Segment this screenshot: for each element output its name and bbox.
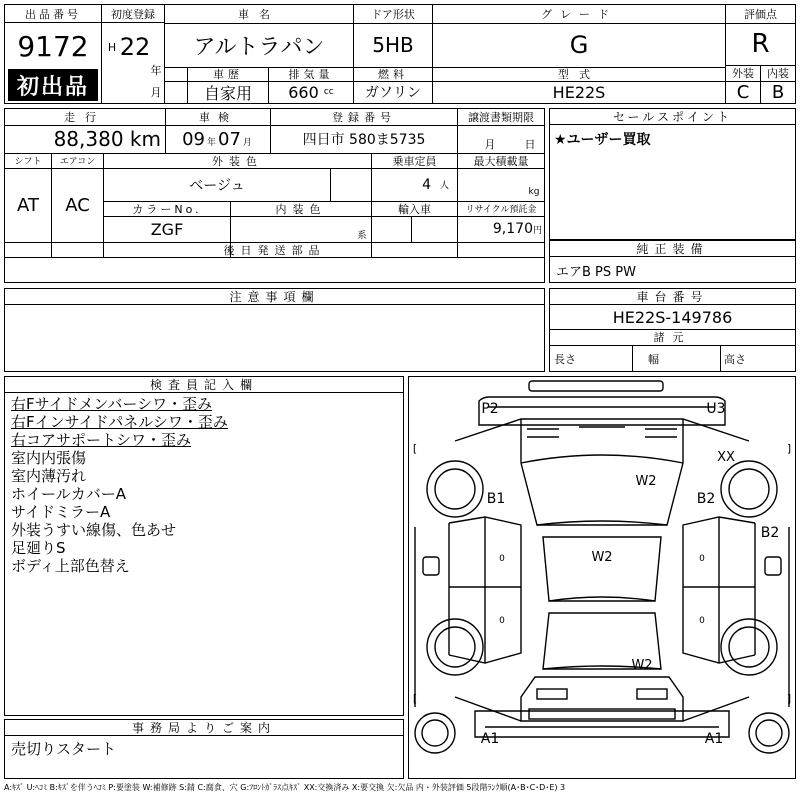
mileage-number: 88,380 [53,127,124,151]
intcolor-label: 内装色 [275,202,327,216]
mark-u3: U3 [706,401,726,417]
reg-era: H [107,40,117,54]
car-name-label: 車名 [238,8,280,21]
zero-left-rear: 0 [499,616,505,626]
score-label: 評価点 [744,8,777,21]
recycle-value [458,216,544,242]
bracket-right-top: ] [786,441,792,455]
reg-year: 22 [119,33,151,61]
history-value: 自家用 [203,83,252,103]
inspector-item: 右Fサイドメンバーシワ・歪み [11,395,213,413]
disp-unit: cc [323,87,334,97]
lot-number: 9172 [17,29,89,63]
load-unit: kg [528,187,540,197]
reg-label: 初度登録 [102,5,164,23]
transfer-month: 月 [484,138,496,151]
sales-point-label: セールスポイント [550,109,795,125]
inspector-box [4,376,404,716]
zero-left-front: 0 [499,554,505,564]
plate-value: 四日市 580ま5735 [302,132,426,148]
fuel-value: ガソリン [365,85,421,101]
transfer-day: 日 [524,138,536,151]
ext-label: 外装 [732,67,754,80]
inspector-item: 右Fインサイドパネルシワ・歪み [11,413,228,431]
mark-b2-fender: B2 [696,491,716,507]
mileage-value [5,125,165,153]
recycle-number: 9,170 [492,221,533,237]
inspector-list [5,393,403,577]
mark-w2-trunk: W2 [631,657,653,673]
inspect-year: 09 [182,128,205,150]
inspect-month-unit: 月 [242,138,252,148]
zero-right-rear: 0 [699,616,705,626]
equipment-label: 純正装備 [550,241,795,257]
recycle-unit: 円 [532,225,542,236]
notes-label: 注意事項欄 [5,289,544,305]
shift-label: シフト [14,157,42,167]
shift-value: AT [17,194,39,216]
load-label: 最大積載量 [473,154,529,168]
grade-label: グレード [541,8,617,21]
score-value: R [751,29,770,59]
inspector-item: サイドミラーA [11,503,111,521]
dims-label: 諸元 [653,331,692,344]
inspector-item: ホイールカバーA [11,485,126,503]
mark-p2: P2 [481,401,499,417]
mark-a1-right: A1 [704,731,724,747]
equipment-box [549,240,796,283]
door-value: 5HB [372,33,414,57]
zero-right-front: 0 [699,554,705,564]
transfer-label: 譲渡書類期限 [468,111,534,124]
grade-value: G [569,31,589,59]
intcolor-unit: 系 [357,230,367,241]
mark-a1-left: A1 [480,731,500,747]
colorno-label: カラーNo. [132,202,202,216]
mark-xx: XX [717,449,735,465]
ac-label: エアコン [59,157,96,167]
colorno-value: ZGF [150,219,184,239]
lot-label: 出品番号 [5,5,101,23]
mileage-unit: km [129,127,161,151]
height-label: 高さ [724,353,746,366]
car-diagram [408,376,796,779]
inspector-item: 足廻りS [11,539,66,557]
recycle-label: リサイクル預託金 [465,205,537,215]
inspect-year-unit: 年 [206,138,216,148]
inspector-item: 室内薄汚れ [11,467,87,485]
inspector-item: ボディ上部色替え [11,557,130,575]
car-name: アルトラパン [193,34,325,60]
mark-b2-door: B2 [760,525,780,541]
later-parts-label: 後日発送部品 [223,243,326,257]
later-parts-box [4,257,545,283]
bracket-left-bottom: [ [412,691,418,705]
import-label: 輸入車 [398,202,431,216]
inspect-value [166,125,270,153]
capacity-value [372,168,457,201]
sales-point-box [549,108,796,240]
disp-number: 660 [288,82,319,102]
bracket-left-top: [ [412,441,418,455]
header-block [4,4,796,104]
equipment-value: エアB PS PW [556,265,636,280]
capacity-label: 乗車定員 [392,154,437,168]
inspector-item: 外装うすい線傷、色あせ [11,521,177,539]
history-label: 車歴 [213,68,243,81]
disp-value [269,81,353,103]
color-value: ベージュ [189,177,245,194]
model-label: 型式 [558,68,600,81]
vehicle-info-table [4,108,545,258]
sales-point-value: ★ユーザー買取 [554,132,651,148]
width-label: 幅 [648,353,659,366]
mark-b1: B1 [486,491,506,507]
legend-footer: A:ｷｽﾞ U:ﾍｺﾐ B:ｷｽﾞを伴うﾍｺﾐ P:要塗装 W:補修跡 S:錆 C:腐食、穴 G:ﾌﾛﾝﾄｶﾞﾗｽ点ｷｽﾞ XX:交換済み X:要交換 欠:欠品 内・外装評価 5段階ﾗﾝｸ順(A･B･C･D･E) 3 [4,783,566,792]
ext-score: C [736,81,750,103]
reg-year-unit: 年 [150,64,162,77]
chassis-value: HE22S-149786 [612,307,733,327]
notes-box [4,288,545,372]
first-listing-badge: 初出品 [8,69,98,101]
inspector-item: 室内内張傷 [11,449,87,467]
reg-month-unit: 月 [150,86,162,99]
chassis-box [549,288,796,372]
model-value: HE22S [552,82,606,102]
fuel-label: 燃料 [378,68,408,81]
plate-label: 登録番号 [332,111,396,124]
mileage-label: 走行 [64,111,106,124]
inspect-month: 07 [218,128,241,150]
mark-w2-roof: W2 [591,549,613,565]
color-label: 外装色 [212,154,263,168]
ac-value: AC [65,194,90,216]
door-label: ドア形状 [371,8,415,21]
office-label: 事務局よりご案内 [5,720,403,736]
bracket-right-bottom: ] [786,691,792,705]
office-box [4,719,404,779]
inspector-label: 検査員記入欄 [5,377,403,393]
inspect-label: 車検 [199,111,237,124]
length-label: 長さ [554,353,576,366]
office-value: 売切りスタート [11,740,117,758]
disp-label: 排気量 [288,68,334,81]
capacity-unit: 人 [439,181,449,191]
int-score: B [771,81,785,103]
inspector-item: 右コアサポートシワ・歪み [11,431,192,449]
int-label: 内装 [767,67,789,80]
car-outline [409,377,795,778]
chassis-label: 車台番号 [550,289,795,305]
mark-w2-hood: W2 [635,473,657,489]
capacity-number: 4 [422,176,432,193]
